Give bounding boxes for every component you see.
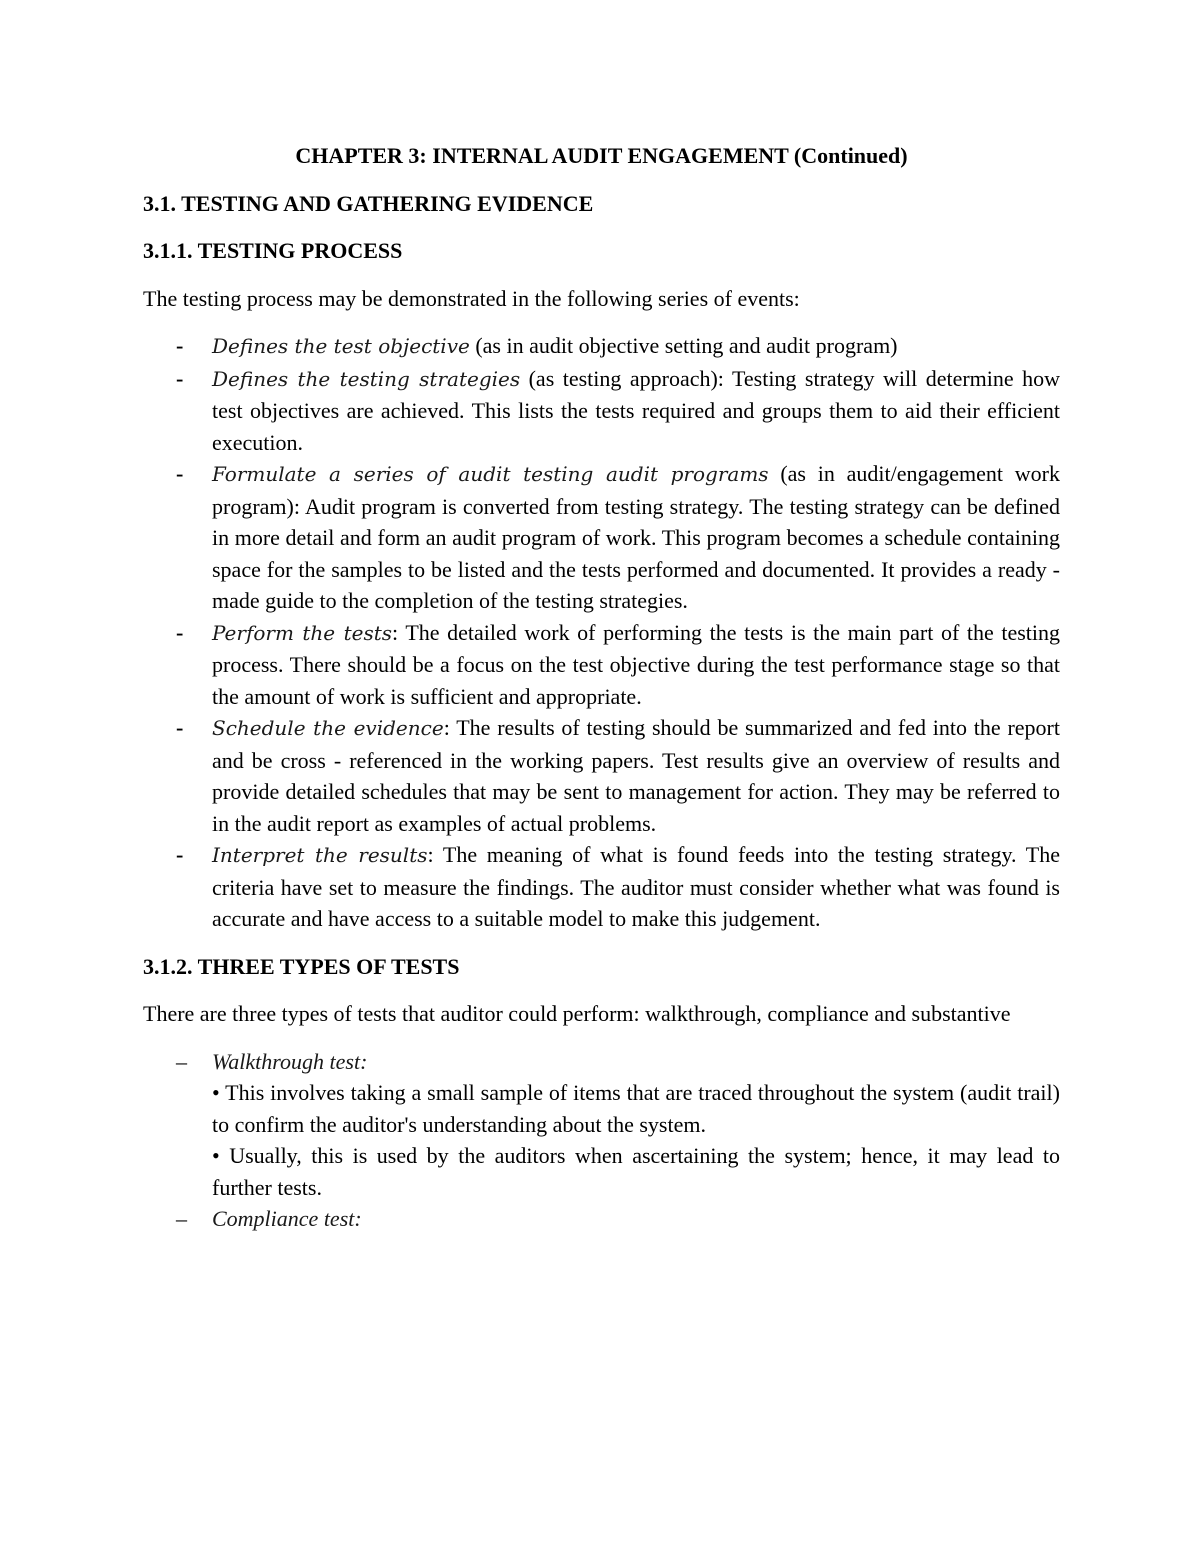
list-item-text: (as in audit/engagement work program): Audit program is converted from testing strategy. The testing strategy can be defined in more detail and form an audit program of work. This program becomes a schedule containing space for the samples to be listed and the tests performed and documented. It provides a ready - made guide to the completion of the testing strategies. (212, 461, 1060, 613)
section-heading: 3.1. TESTING AND GATHERING EVIDENCE (143, 190, 594, 216)
subsection-heading-three-types: 3.1.2. THREE TYPES OF TESTS (143, 953, 460, 979)
chapter-title: CHAPTER 3: INTERNAL AUDIT ENGAGEMENT (Continued) (295, 143, 908, 168)
list-marker: – (176, 1048, 187, 1074)
list-item-term: Formulate a series of audit testing audit programs (212, 462, 769, 486)
list-item-term: Walkthrough test: (212, 1048, 368, 1074)
list-item-text: (as testing approach): Testing strategy will determine how test objectives are achieved. This lists the tests required and groups them to aid their efficient execution. (212, 365, 1061, 455)
list-item (143, 839, 1060, 935)
list-item-term: Defines the test objective (212, 334, 470, 358)
list-item (143, 363, 1060, 459)
list-item (143, 1203, 1060, 1235)
list-marker: - (176, 461, 184, 486)
testing-process-list (143, 330, 1060, 935)
subsection-heading-testing-process: 3.1.1. TESTING PROCESS (143, 238, 403, 263)
list-item-term: Interpret the results (212, 843, 428, 867)
list-item-text: (as in audit objective setting and audit program) (469, 333, 898, 358)
list-item-term: Compliance test: (212, 1206, 362, 1231)
walkthrough-point: • This involves taking a small sample of items that are traced throughout the system (audit trail) to confirm the auditor's understanding about the system. (212, 1080, 1060, 1137)
list-item (143, 617, 1060, 713)
list-marker: - (176, 365, 184, 391)
list-marker: – (176, 1206, 187, 1231)
list-marker: - (176, 842, 184, 867)
list-item-text: : The results of testing should be summarized and fed into the report and be cross - referenced in the working papers. Test results give an overview of results and provide detailed schedules that may be sent to management for action. They may be referred to in the audit report as examples of actual problems. (212, 715, 1060, 836)
list-item (143, 458, 1060, 617)
three-types-intro: There are three types of tests that auditor could perform: walkthrough, compliance and substantive (143, 1001, 1011, 1026)
list-item (143, 712, 1060, 839)
list-item-text: : The meaning of what is found feeds into the testing strategy. The criteria have set to measure the findings. The auditor must consider whether what was found is accurate and have access to a suitable model to make this judgement. (212, 842, 1060, 931)
document-page (143, 140, 1060, 1251)
list-marker: - (176, 333, 184, 358)
list-item (143, 1046, 1060, 1204)
list-item-text: : The detailed work of performing the tests is the main part of the testing process. There should be a focus on the test objective during the test performance stage so that the amount of work is sufficient and appropriate. (212, 619, 1060, 709)
list-item-term: Defines the testing strategies (212, 366, 521, 391)
testing-process-intro: The testing process may be demonstrated in the following series of events: (143, 285, 800, 311)
test-types-list (143, 1046, 1060, 1235)
walkthrough-point: • Usually, this is used by the auditors when ascertaining the system; hence, it may lead to further tests. (212, 1143, 1060, 1200)
list-item (143, 330, 1060, 363)
list-marker: - (176, 619, 184, 645)
list-item-term: Perform the tests (212, 620, 393, 645)
list-marker: - (176, 715, 184, 740)
list-item-term: Schedule the evidence (212, 716, 444, 740)
